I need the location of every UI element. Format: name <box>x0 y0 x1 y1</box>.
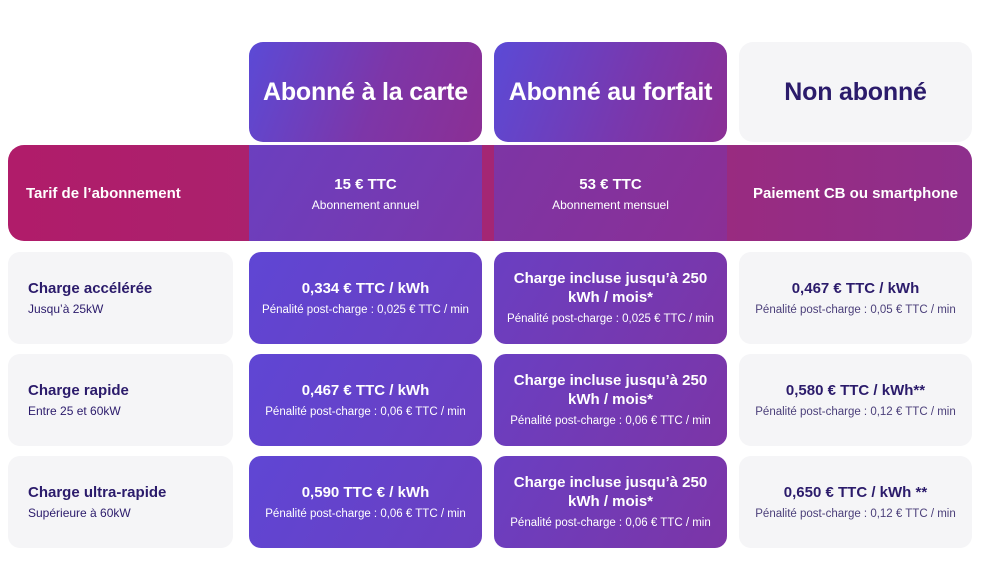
cell-note: Pénalité post-charge : 0,05 € TTC / min <box>755 303 956 316</box>
cell-ultra-rapide-forfait <box>494 456 727 548</box>
cell-note: Pénalité post-charge : 0,06 € TTC / min <box>510 415 711 427</box>
cell-rapide-forfait <box>494 354 727 446</box>
column-header-label: Abonné au forfait <box>508 77 713 106</box>
row-label-charge-ultra-rapide <box>8 456 233 548</box>
cell-value: 0,580 € TTC / kWh** <box>785 381 926 399</box>
cell-note: Abonnement mensuel <box>552 197 669 212</box>
cell-value: 0,467 € TTC / kWh <box>791 279 920 297</box>
column-header-abonne-carte <box>249 42 482 142</box>
cell-rapide-non-abonne <box>739 354 972 446</box>
row-label-title: Charge accélérée <box>28 280 153 297</box>
cell-acceleree-carte <box>249 252 482 344</box>
cell-value: Paiement CB ou smartphone <box>752 184 959 202</box>
row-label-sub: Entre 25 et 60kW <box>28 404 121 418</box>
row-label-title: Charge ultra-rapide <box>28 484 167 501</box>
cell-note: Pénalité post-charge : 0,06 € TTC / min <box>265 405 466 418</box>
cell-rapide-carte <box>249 354 482 446</box>
cell-value: 0,590 TTC € / kWh <box>301 483 430 501</box>
cell-acceleree-forfait <box>494 252 727 344</box>
row-label-sub: Jusqu’à 25kW <box>28 302 104 316</box>
cell-value: 0,334 € TTC / kWh <box>301 279 430 297</box>
cell-note: Pénalité post-charge : 0,06 € TTC / min <box>510 517 711 529</box>
cell-abonnement-forfait <box>494 145 727 241</box>
cell-abonnement-carte <box>249 145 482 241</box>
cell-note: Abonnement annuel <box>311 197 420 212</box>
cell-value: Charge incluse jusqu’à 250 kWh / mois* <box>513 372 708 408</box>
cell-abonnement-non-abonne <box>739 145 972 241</box>
cell-value: Charge incluse jusqu’à 250 kWh / mois* <box>513 270 708 306</box>
cell-ultra-rapide-non-abonne <box>739 456 972 548</box>
cell-value: 0,467 € TTC / kWh <box>301 381 430 399</box>
cell-value: 0,650 € TTC / kWh ** <box>783 483 928 501</box>
cell-value: Charge incluse jusqu’à 250 kWh / mois* <box>513 474 708 510</box>
column-header-non-abonne <box>739 42 972 142</box>
cell-acceleree-non-abonne <box>739 252 972 344</box>
column-header-label: Non abonné <box>784 77 927 106</box>
cell-note: Pénalité post-charge : 0,025 € TTC / min <box>262 303 469 316</box>
cell-ultra-rapide-carte <box>249 456 482 548</box>
column-header-abonne-forfait <box>494 42 727 142</box>
cell-value: 53 € TTC <box>579 175 642 193</box>
column-header-label: Abonné à la carte <box>263 77 468 106</box>
cell-note: Pénalité post-charge : 0,06 € TTC / min <box>265 507 466 520</box>
cell-note: Pénalité post-charge : 0,12 € TTC / min <box>755 405 956 418</box>
cell-value: 15 € TTC <box>334 175 397 193</box>
row-label-sub: Supérieure à 60kW <box>28 506 131 520</box>
cell-note: Pénalité post-charge : 0,12 € TTC / min <box>755 507 956 520</box>
row-label-charge-acceleree <box>8 252 233 344</box>
row-label-abonnement: Tarif de l’abonnement <box>26 185 181 202</box>
row-label-charge-rapide <box>8 354 233 446</box>
cell-note: Pénalité post-charge : 0,025 € TTC / min <box>507 313 714 325</box>
row-label-title: Charge rapide <box>28 382 129 399</box>
